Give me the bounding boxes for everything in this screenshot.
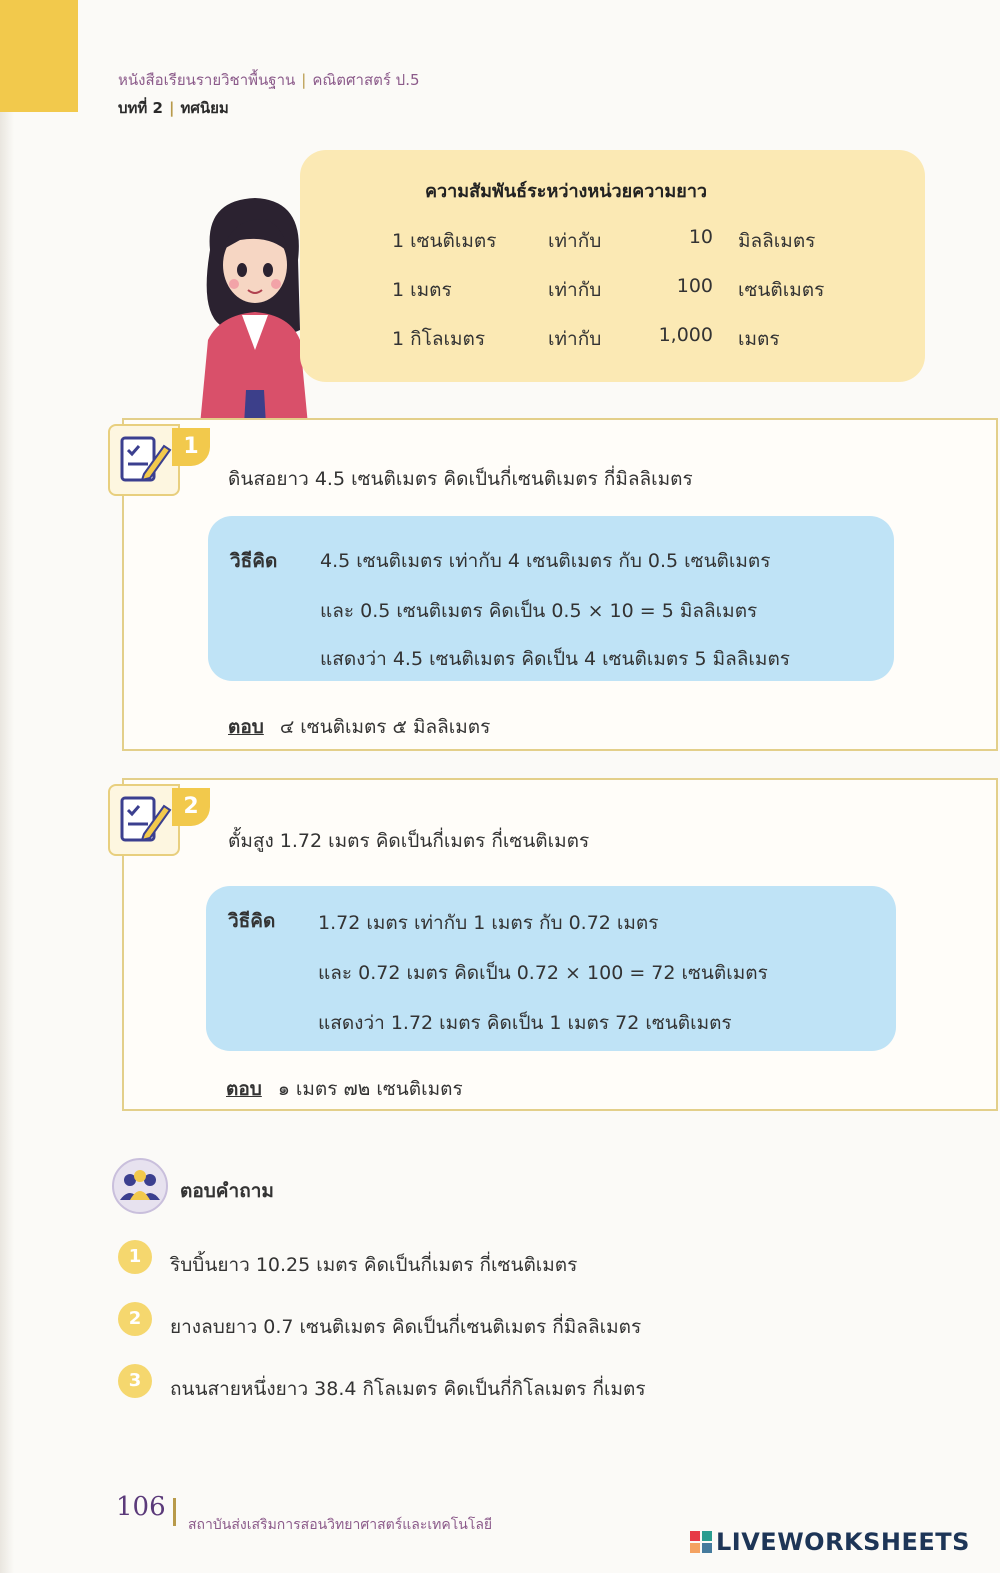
questions-heading: ตอบคำถาม xyxy=(180,1180,274,1202)
liveworksheets-logo-icon xyxy=(690,1531,712,1553)
question-text: ริบบิ้นยาว 10.25 เมตร คิดเป็นกี่เมตร กี่เซนติเมตร xyxy=(170,1254,578,1276)
conversion-value: 1,000 xyxy=(658,324,713,346)
method-line: แสดงว่า 1.72 เมตร คิดเป็น 1 เมตร 72 เซนติเมตร xyxy=(318,1012,732,1034)
question-text: ถนนสายหนึ่งยาว 38.4 กิโลเมตร คิดเป็นกี่กิโลเมตร กี่เมตร xyxy=(170,1378,646,1400)
method-line: แสดงว่า 4.5 เซนติเมตร คิดเป็น 4 เซนติเมตร 5 มิลลิเมตร xyxy=(320,648,790,670)
example-answer xyxy=(228,712,490,742)
chapter-number: บทที่ 2 xyxy=(118,99,163,117)
conversion-row xyxy=(300,324,925,358)
group-discussion-icon xyxy=(112,1158,168,1214)
method-line: และ 0.72 เมตร คิดเป็น 0.72 × 100 = 72 เซนติเมตร xyxy=(318,962,768,984)
method-line: และ 0.5 เซนติเมตร คิดเป็น 0.5 × 10 = 5 มิลลิเมตร xyxy=(320,600,758,622)
conversion-from: 1 เซนติเมตร xyxy=(392,230,497,252)
method-box xyxy=(208,516,894,681)
conversion-value: 100 xyxy=(676,275,713,297)
conversion-value: 10 xyxy=(688,226,713,248)
chapter-topic: ทศนิยม xyxy=(180,99,229,117)
corner-tab xyxy=(0,0,78,112)
answer-text: ๔ เซนติเมตร ๕ มิลลิเมตร xyxy=(279,716,491,738)
conversion-row xyxy=(300,226,925,260)
footer-divider xyxy=(173,1498,176,1526)
method-line: 1.72 เมตร เท่ากับ 1 เมตร กับ 0.72 เมตร xyxy=(318,912,659,934)
watermark-text: LIVEWORKSHEETS xyxy=(716,1528,970,1556)
answer-label: ตอบ xyxy=(228,716,264,738)
method-line: 4.5 เซนติเมตร เท่ากับ 4 เซนติเมตร กับ 0.5 เซนติเมตร xyxy=(320,550,771,572)
conversion-equals: เท่ากับ xyxy=(548,279,602,301)
conversion-title: ความสัมพันธ์ระหว่างหน่วยความยาว xyxy=(425,181,708,202)
worksheet-pencil-icon xyxy=(108,424,180,496)
conversion-equals: เท่ากับ xyxy=(548,230,602,252)
answer-text: ๑ เมตร ๗๒ เซนติเมตร xyxy=(277,1078,463,1100)
conversion-from: 1 กิโลเมตร xyxy=(392,328,486,350)
conversion-unit: มิลลิเมตร xyxy=(738,230,816,252)
example-question: ดินสอยาว 4.5 เซนติเมตร คิดเป็นกี่เซนติเมตร กี่มิลลิเมตร xyxy=(228,468,693,490)
chapter-header: บทที่ 2 | ทศนิยม xyxy=(118,99,229,117)
example-number-badge: 1 xyxy=(172,428,210,466)
conversion-row xyxy=(300,275,925,309)
subject: คณิตศาสตร์ ป.5 xyxy=(312,71,420,89)
conversion-unit: เซนติเมตร xyxy=(738,279,825,301)
page-number: 106 xyxy=(116,1492,166,1522)
question-text: ยางลบยาว 0.7 เซนติเมตร คิดเป็นกี่เซนติเมตร กี่มิลลิเมตร xyxy=(170,1316,642,1338)
example-question: ตั้มสูง 1.72 เมตร คิดเป็นกี่เมตร กี่เซนติเมตร xyxy=(228,830,590,852)
conversion-unit: เมตร xyxy=(738,328,780,350)
method-label: วิธีคิด xyxy=(230,550,278,572)
method-label: วิธีคิด xyxy=(228,910,276,932)
conversion-equals: เท่ากับ xyxy=(548,328,602,350)
question-number-badge: 1 xyxy=(118,1240,152,1274)
liveworksheets-watermark xyxy=(690,1528,970,1556)
method-box xyxy=(206,886,896,1051)
publisher-name: สถาบันส่งเสริมการสอนวิทยาศาสตร์และเทคโนโลยี xyxy=(188,1517,493,1533)
worksheet-pencil-icon xyxy=(108,784,180,856)
running-header: หนังสือเรียนรายวิชาพื้นฐาน | คณิตศาสตร์ ป.5 xyxy=(118,71,420,89)
unit-conversion-box xyxy=(300,150,925,382)
conversion-from: 1 เมตร xyxy=(392,279,452,301)
example-answer xyxy=(226,1074,463,1104)
example-number-badge: 2 xyxy=(172,788,210,826)
question-number-badge: 2 xyxy=(118,1302,152,1336)
page-gutter xyxy=(0,112,14,1573)
answer-label: ตอบ xyxy=(226,1078,262,1100)
question-number-badge: 3 xyxy=(118,1364,152,1398)
book-title: หนังสือเรียนรายวิชาพื้นฐาน xyxy=(118,71,296,89)
